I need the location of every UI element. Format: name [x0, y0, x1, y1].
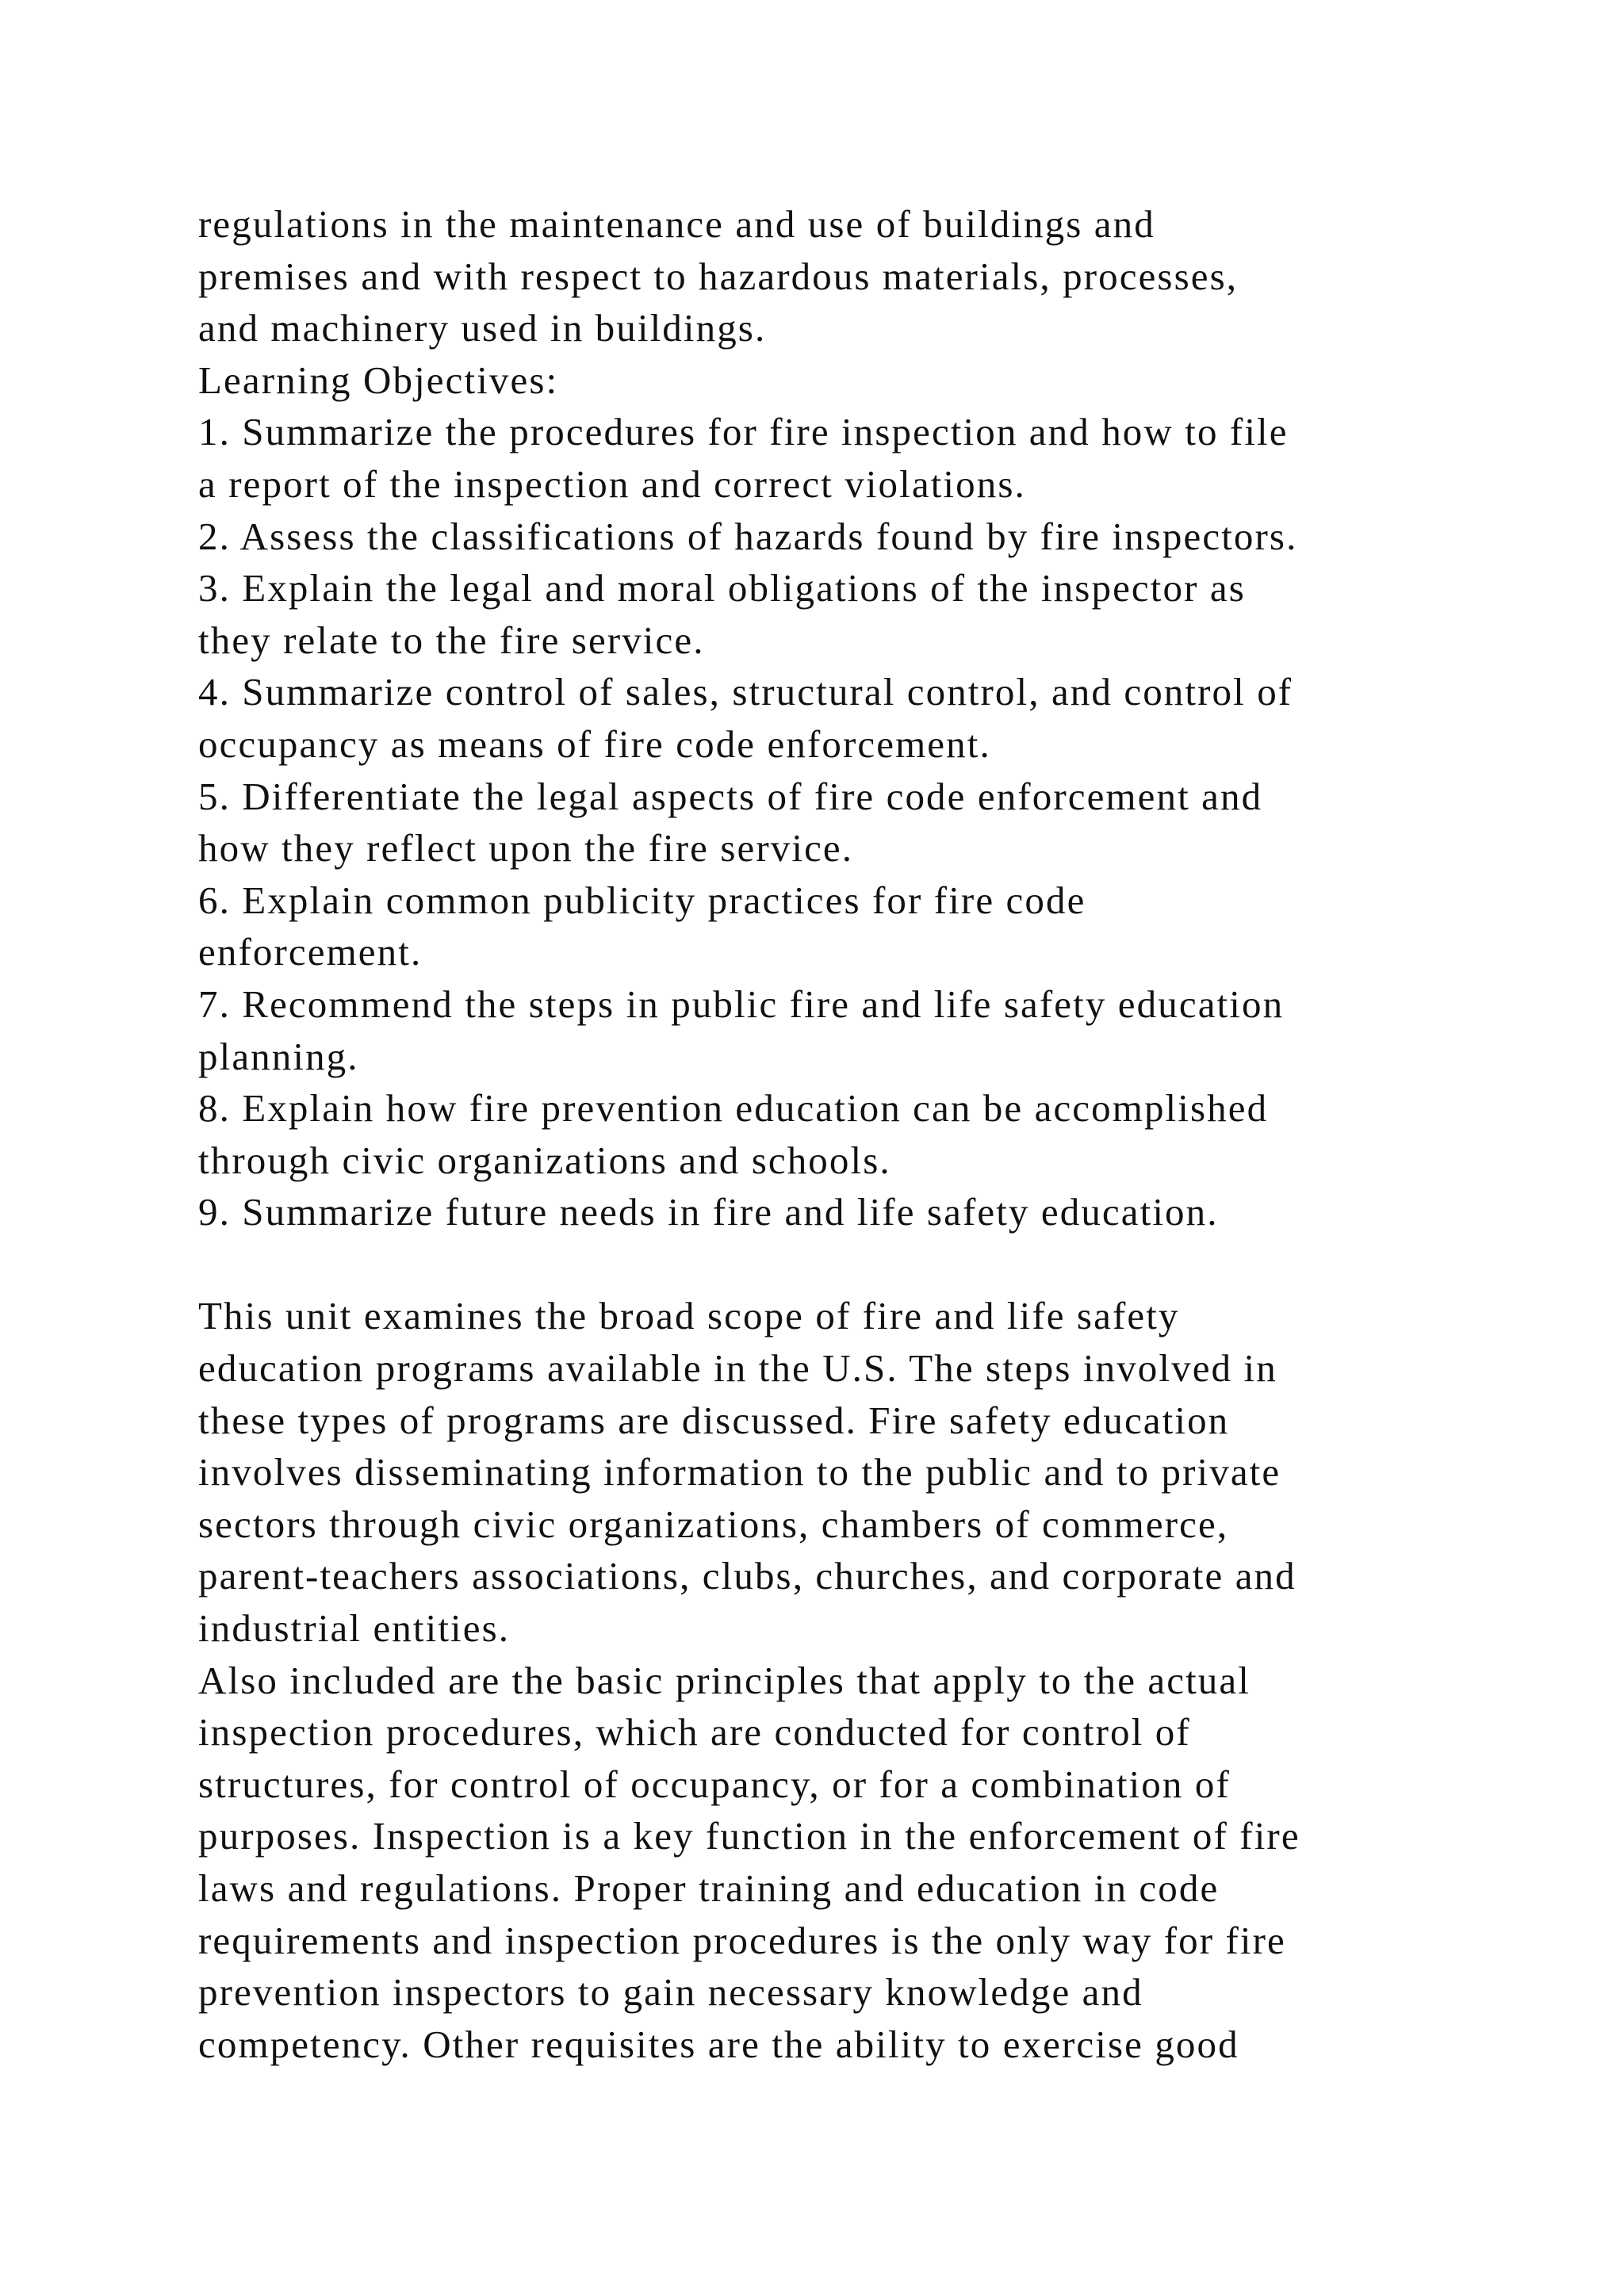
- objective-line: they relate to the fire service.: [198, 618, 705, 662]
- objective-line: 7. Recommend the steps in public fire and life safety education: [198, 982, 1285, 1026]
- objective-line: 6. Explain common publicity practices for fire code: [198, 878, 1086, 922]
- text-line: these types of programs are discussed. Fire safety education: [198, 1398, 1230, 1442]
- text-line: Also included are the basic principles that apply to the actual: [198, 1658, 1251, 1702]
- text-line: structures, for control of occupancy, or for a combination of: [198, 1762, 1231, 1806]
- text-line: involves disseminating information to the public and to private: [198, 1450, 1281, 1494]
- objective-line: occupancy as means of fire code enforcement.: [198, 721, 991, 766]
- objective-line: 2. Assess the classifications of hazards found by fire inspectors.: [198, 514, 1298, 558]
- text-line: This unit examines the broad scope of fire and life safety: [198, 1294, 1180, 1338]
- objective-line: 8. Explain how fire prevention education can be accomplished: [198, 1086, 1269, 1131]
- text-line: prevention inspectors to gain necessary knowledge and: [198, 1970, 1143, 2015]
- objective-line: 3. Explain the legal and moral obligations of the inspector as: [198, 566, 1246, 610]
- text-line: education programs available in the U.S. The steps involved in: [198, 1346, 1277, 1391]
- text-line: laws and regulations. Proper training and education in code: [198, 1866, 1220, 1910]
- text-line: competency. Other requisites are the ability to exercise good: [198, 2022, 1239, 2066]
- text-line: sectors through civic organizations, chambers of commerce,: [198, 1502, 1229, 1546]
- text-line: purposes. Inspection is a key function in the enforcement of fire: [198, 1814, 1300, 1858]
- text-line: regulations in the maintenance and use of buildings and: [198, 202, 1155, 246]
- objective-line: 9. Summarize future needs in fire and life safety education.: [198, 1190, 1219, 1234]
- text-line: industrial entities.: [198, 1606, 511, 1651]
- blank-line: [198, 1238, 1530, 1291]
- text-line: and machinery used in buildings.: [198, 306, 767, 350]
- objective-line: through civic organizations and schools.: [198, 1138, 891, 1182]
- objective-line: 1. Summarize the procedures for fire inspection and how to file: [198, 410, 1289, 454]
- objective-line: 5. Differentiate the legal aspects of fire code enforcement and: [198, 774, 1263, 818]
- objective-line: a report of the inspection and correct violations.: [198, 461, 1026, 506]
- text-line: requirements and inspection procedures is the only way for fire: [198, 1918, 1286, 1962]
- objective-line: planning.: [198, 1034, 359, 1078]
- objective-line: enforcement.: [198, 930, 423, 974]
- section-heading: Learning Objectives:: [198, 358, 559, 402]
- document-page: [198, 198, 1530, 2070]
- objective-line: 4. Summarize control of sales, structural control, and control of: [198, 670, 1293, 714]
- text-line: parent-teachers associations, clubs, churches, and corporate and: [198, 1554, 1297, 1598]
- text-line: premises and with respect to hazardous materials, processes,: [198, 254, 1239, 298]
- text-line: inspection procedures, which are conducted for control of: [198, 1710, 1191, 1755]
- objective-line: how they reflect upon the fire service.: [198, 826, 854, 871]
